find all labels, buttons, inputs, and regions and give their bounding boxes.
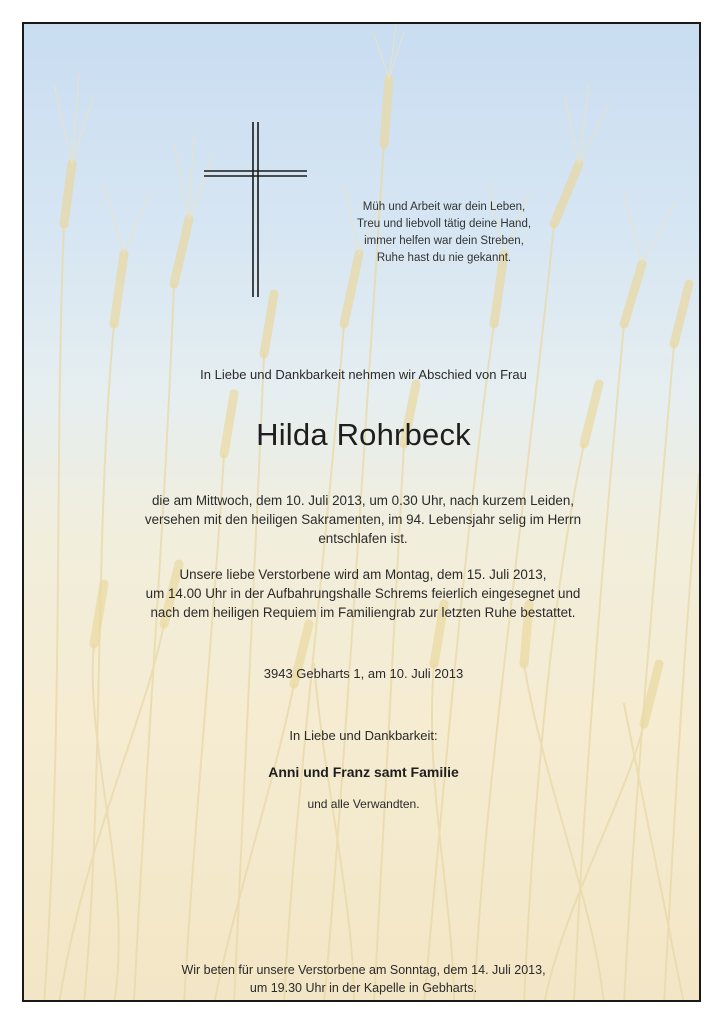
funeral-notice-line: um 14.00 Uhr in der Aufbahrungshalle Schrems feierlich eingesegnet und (145, 586, 581, 601)
mourning-family: Anni und Franz samt Familie (268, 764, 459, 780)
prayer-notice (24, 961, 701, 997)
obituary-card (22, 22, 701, 1002)
funeral-notice-line: Unsere liebe Verstorbene wird am Montag, dem 15. Juli 2013, (179, 567, 547, 582)
deceased-name: Hilda Rohrbeck (256, 417, 471, 452)
death-notice-line: die am Mittwoch, dem 10. Juli 2013, um 0.30 Uhr, nach kurzem Leiden, (151, 493, 575, 508)
prayer-line: um 19.30 Uhr in der Kapelle in Gebharts. (249, 981, 478, 995)
death-notice-line: versehen mit den heiligen Sakramenten, im 94. Lebensjahr selig im Herrn (144, 512, 582, 527)
poem-line: Ruhe hast du nie gekannt. (376, 252, 512, 264)
prayer-line: Wir beten für unsere Verstorbene am Sonntag, dem 14. Juli 2013, (181, 963, 546, 977)
death-notice-line: entschlafen ist. (318, 531, 408, 546)
funeral-notice-line: nach dem heiligen Requiem im Familiengrab zur letzten Ruhe bestattet. (150, 605, 576, 620)
thanks-line: In Liebe und Dankbarkeit: (289, 728, 438, 743)
poem-line: Treu und liebvoll tätig deine Hand, (356, 218, 532, 230)
funeral-notice (126, 565, 600, 622)
memorial-poem (324, 199, 564, 267)
poem-line: immer helfen war dein Streben, (364, 235, 524, 247)
place-date: 3943 Gebharts 1, am 10. Juli 2013 (263, 666, 464, 681)
relatives-line: und alle Verwandten. (307, 797, 420, 811)
farewell-intro: In Liebe und Dankbarkeit nehmen wir Abschied von Frau (200, 367, 527, 382)
christian-cross-icon (204, 122, 307, 297)
poem-line: Müh und Arbeit war dein Leben, (362, 201, 526, 213)
death-notice (126, 491, 600, 548)
